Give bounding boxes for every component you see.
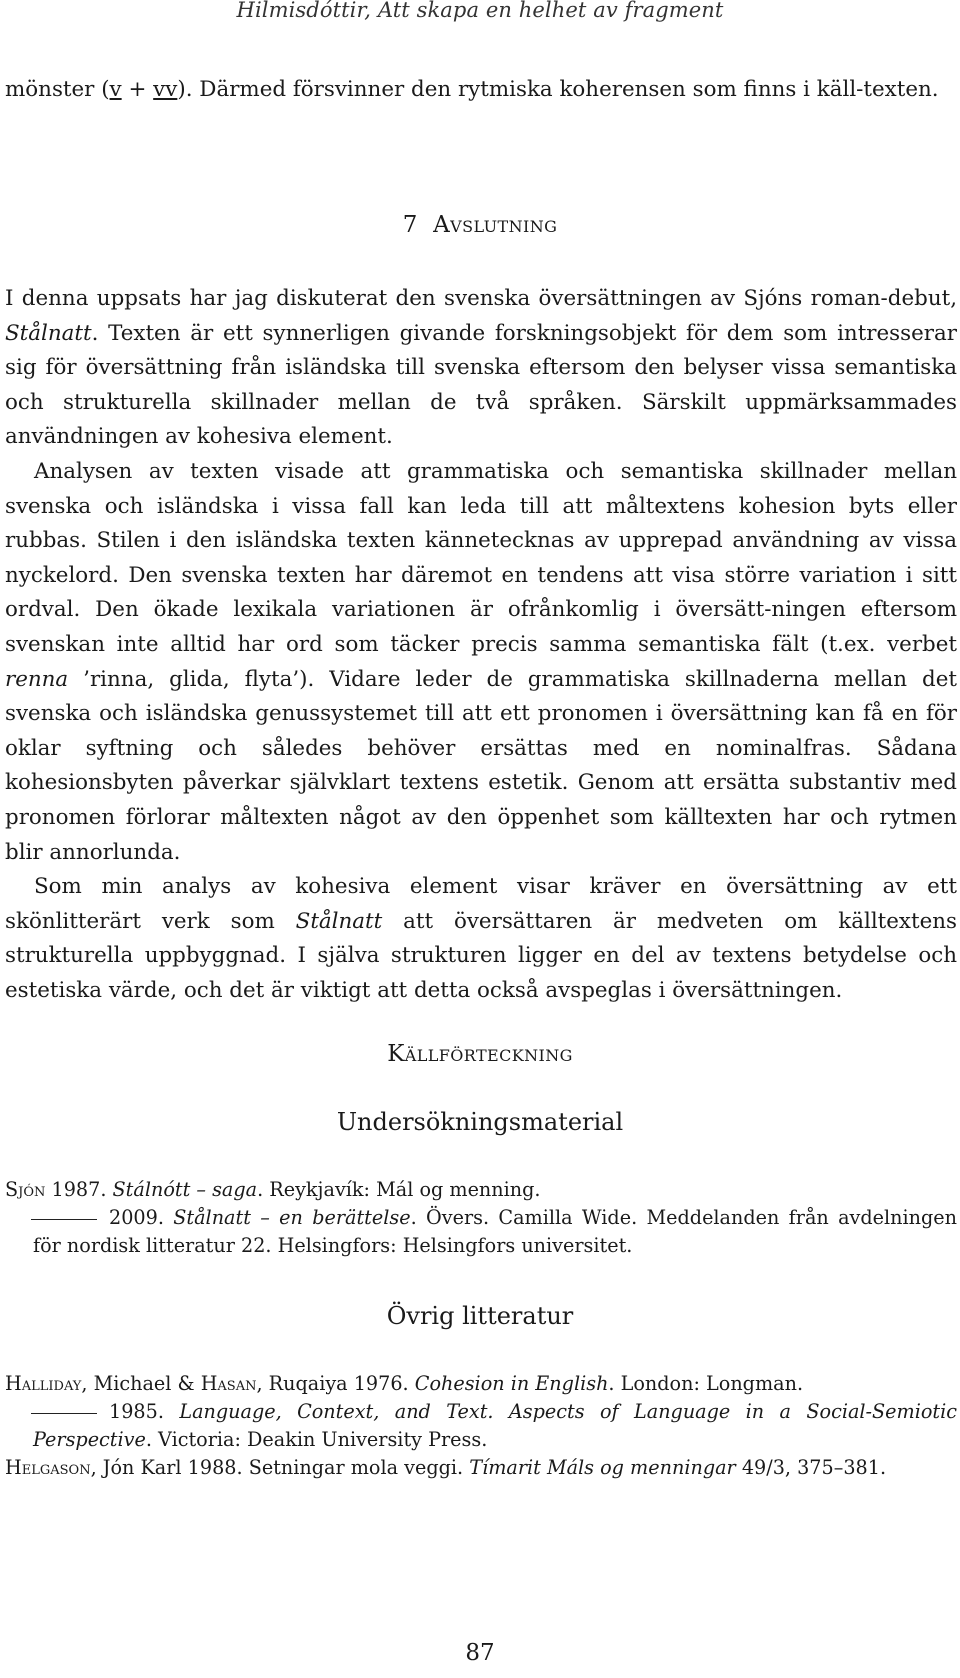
- reference-entry: 2009. Stålnatt – en berättelse. Övers. Camilla Wide. Meddelanden från avdelningen för nordisk litteratur 22. Helsingfors: Helsingfors universitet.: [33, 1206, 957, 1257]
- section-heading: 7 Avslutning: [402, 212, 558, 238]
- paragraph-1: I denna uppsats har jag diskuterat den svenska översättningen av Sjóns roman-debut, Stålnatt. Texten är ett synnerligen givande forskningsobjekt för dem som intresserar sig för översättning från isländska till svenska eftersom den belyser vissa semantiska och strukturella skillnader mellan de två språken. Särskilt uppmärksammades användningen av kohesiva element.: [5, 286, 957, 450]
- reference-entry: Helgason, Jón Karl 1988. Setningar mola veggi. Tímarit Máls og menningar 49/3, 375–381.: [5, 1456, 887, 1479]
- page-number: 87: [465, 1640, 495, 1666]
- reference-entry: 1985. Language, Context, and Text. Aspects of Language in a Social-Semiotic Perspective. Victoria: Deakin University Press.: [33, 1400, 957, 1451]
- primary-sources-heading: Undersökningsmaterial: [336, 1108, 624, 1136]
- repeat-author-dash: [31, 1219, 97, 1220]
- paragraph-2: Analysen av texten visade att grammatiska och semantiska skillnader mellan svenska och isländska i vissa fall kan leda till att måltextens kohesion byts eller rubbas. Stilen i den isländska texten kännetecknas av upprepad användning av vissa nyckelord. Den svenska texten har däremot en tendens att visa större variation i sitt ordval. Den ökade lexikala variationen är ofrånkomlig i översätt-ningen eftersom svenskan inte alltid har ord som täcker precis samma semantiska fält (t.ex. verbet renna ’rinna, glida, flyta’). Vidare leder de grammatiska skillnaderna mellan det svenska och isländska genussystemet till att ett pronomen i översättning kan få en för oklar syftning och således behöver ersättas med en nominalfras. Sådana kohesionsbyten påverkar självklart textens estetik. Genom att ersätta substantiv med pronomen förlorar måltexten något av den öppenhet som källtexten har och rytmen blir annorlunda.: [5, 458, 957, 865]
- repeat-author-dash: [31, 1413, 97, 1414]
- reference-entry: Sjón 1987. Stálnótt – saga. Reykjavík: Mál og menning.: [5, 1178, 541, 1201]
- intro-paragraph: mönster (v + vv). Därmed försvinner den rytmiska koherensen som finns i käll-texten.: [5, 77, 939, 102]
- conclusion-text: [5, 282, 957, 1008]
- references-heading: Källförteckning: [387, 1041, 573, 1067]
- reference-entry: Halliday, Michael & Hasan, Ruqaiya 1976. Cohesion in English. London: Longman.: [5, 1372, 804, 1395]
- primary-references: [5, 1176, 957, 1260]
- other-references: [5, 1370, 957, 1482]
- other-literature-heading: Övrig litteratur: [386, 1302, 574, 1330]
- notation-vv: vv: [153, 77, 178, 102]
- notation-v: v: [109, 77, 122, 102]
- paragraph-3: Som min analys av kohesiva element visar kräver en översättning av ett skönlitterärt verk som Stålnatt att översättaren är medveten om källtextens strukturella uppbyggnad. I själva strukturen ligger en del av textens betydelse och estetiska värde, och det är viktigt att detta också avspeglas i översättningen.: [5, 874, 957, 1003]
- running-header: Hilmisdóttir, Att skapa en helhet av fragment: [236, 0, 724, 22]
